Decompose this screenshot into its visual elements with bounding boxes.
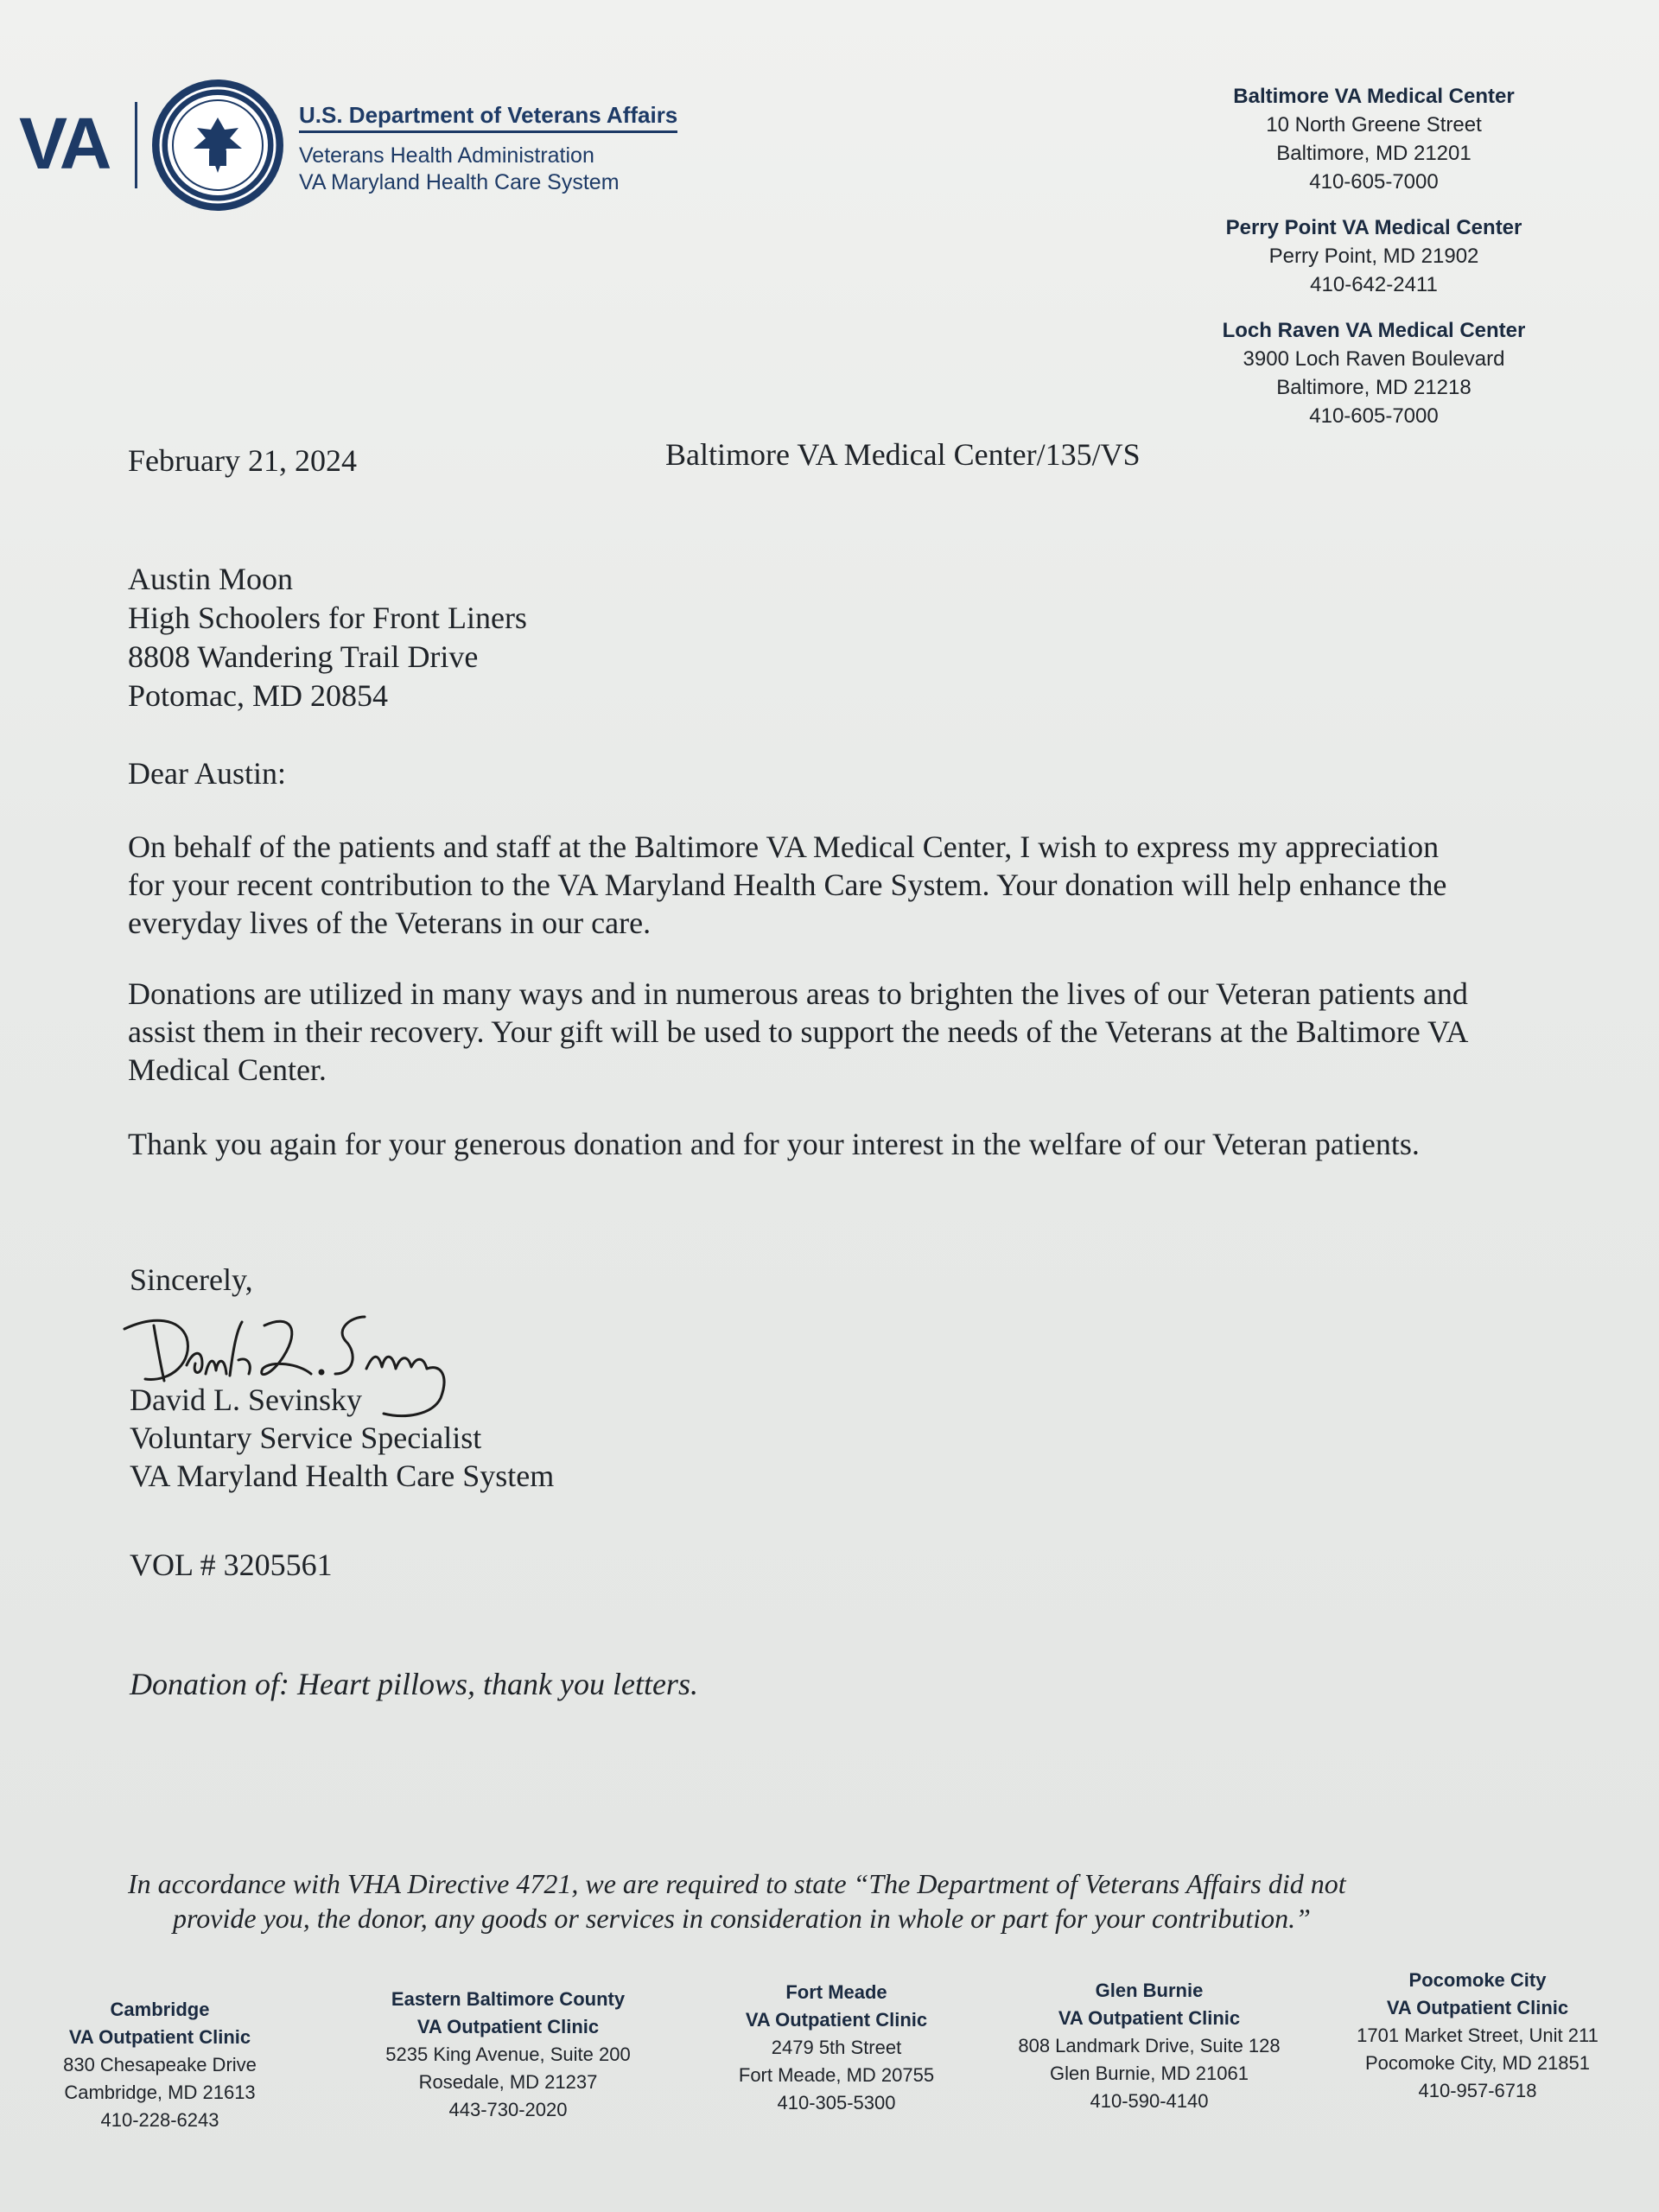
department-block [299,102,677,195]
body-paragraph: Thank you again for your generous donation and for your interest in the welfare of our Veteran patients. [128,1127,1420,1161]
department-name: U.S. Department of Veterans Affairs [299,102,677,133]
salutation: Dear Austin: [128,756,286,791]
body-paragraph: Donations are utilized in many ways and in numerous areas to brighten the lives of our Veteran patients and assist them in their recovery. Your gift will be used to support the needs of the Veterans at the Baltimore VA Medical Center. [128,976,1468,1087]
letter-date: February 21, 2024 [128,443,357,478]
clinic-type: VA Outpatient Clinic [1386,1997,1569,2018]
recipient-city: Potomac, MD 20854 [128,678,388,713]
recipient-street: 8808 Wandering Trail Drive [128,639,479,674]
clinic-name: Glen Burnie [1095,1980,1204,2001]
medical-center [1175,82,1573,196]
clinic-city: Pocomoke City, MD 21851 [1364,2052,1591,2074]
center-city: Perry Point, MD 21902 [1268,245,1479,268]
outpatient-clinic [707,1979,966,2117]
clinic-type: VA Outpatient Clinic [416,2016,600,2037]
center-city: Baltimore, MD 21218 [1276,376,1471,399]
clinic-city: Fort Meade, MD 20755 [738,2064,935,2086]
clinic-name: Fort Meade [785,1981,887,2003]
center-phone: 410-605-7000 [1309,170,1439,194]
clinic-street: 2479 5th Street [771,2037,902,2058]
clinic-type: VA Outpatient Clinic [745,2009,928,2031]
medical-centers [1175,82,1573,448]
clinic-phone: 410-228-6243 [100,2109,219,2131]
signer-title: Voluntary Service Specialist [130,1421,482,1455]
center-phone: 410-642-2411 [1310,273,1438,296]
closing: Sincerely, [130,1262,253,1297]
notice-line: In accordance with VHA Directive 4721, we are required to state “The Department of Veterans Affairs did not [128,1868,1346,1899]
center-street: 10 North Greene Street [1266,113,1482,137]
center-name: Perry Point VA Medical Center [1225,216,1522,239]
clinic-city: Glen Burnie, MD 21061 [1050,2063,1249,2084]
outpatient-clinic [994,1977,1305,2115]
donation-description: Donation of: Heart pillows, thank you letters. [130,1667,698,1701]
logo-divider [135,102,137,188]
signer-organization: VA Maryland Health Care System [130,1459,555,1493]
recipient-address [128,560,527,715]
center-name: Loch Raven VA Medical Center [1222,319,1526,342]
clinic-phone: 410-305-5300 [777,2092,896,2113]
clinic-street: 1701 Market Street, Unit 211 [1357,2024,1599,2046]
vha-directive-notice [128,1866,1476,1936]
clinic-city: Rosedale, MD 21237 [418,2071,598,2093]
clinic-phone: 443-730-2020 [448,2099,568,2120]
vol-number: VOL # 3205561 [130,1548,333,1582]
center-phone: 410-605-7000 [1309,404,1439,428]
clinic-street: 808 Landmark Drive, Suite 128 [1018,2035,1281,2056]
system-name: VA Maryland Health Care System [299,170,620,194]
va-seal-icon [149,76,287,214]
va-logo-text: VA [19,103,110,184]
clinic-street: 830 Chesapeake Drive [63,2054,257,2075]
notice-line: provide you, the donor, any goods or services in consideration in whole or part for your contribution.” [173,1903,1311,1934]
clinic-name: Eastern Baltimore County [391,1988,626,2010]
letter-reference: Baltimore VA Medical Center/135/VS [665,437,1141,472]
medical-center [1175,213,1573,299]
body-paragraph: On behalf of the patients and staff at the Baltimore VA Medical Center, I wish to express my appreciation for your recent contribution to the VA Maryland Health Care System. Your donation will help enhance the everyday lives of the Veterans in our care. [128,830,1447,940]
clinic-name: Pocomoke City [1408,1969,1547,1991]
recipient-organization: High Schoolers for Front Liners [128,601,527,635]
outpatient-clinic [1322,1967,1633,2105]
clinic-phone: 410-957-6718 [1418,2080,1537,2101]
clinic-type: VA Outpatient Clinic [1058,2007,1241,2029]
clinic-city: Cambridge, MD 21613 [64,2082,256,2103]
outpatient-clinic [361,1986,655,2124]
administration-name: Veterans Health Administration [299,143,594,168]
medical-center [1175,316,1573,430]
clinic-name: Cambridge [110,1999,210,2020]
signer-block [130,1381,554,1495]
center-city: Baltimore, MD 21201 [1276,142,1471,165]
clinic-type: VA Outpatient Clinic [68,2026,251,2048]
recipient-name: Austin Moon [128,562,294,596]
center-name: Baltimore VA Medical Center [1233,85,1515,108]
center-street: 3900 Loch Raven Boulevard [1243,347,1505,371]
clinic-street: 5235 King Avenue, Suite 200 [385,2044,631,2065]
clinic-phone: 410-590-4140 [1090,2090,1209,2112]
signer-name: David L. Sevinsky [130,1382,362,1417]
outpatient-clinic [35,1996,285,2134]
